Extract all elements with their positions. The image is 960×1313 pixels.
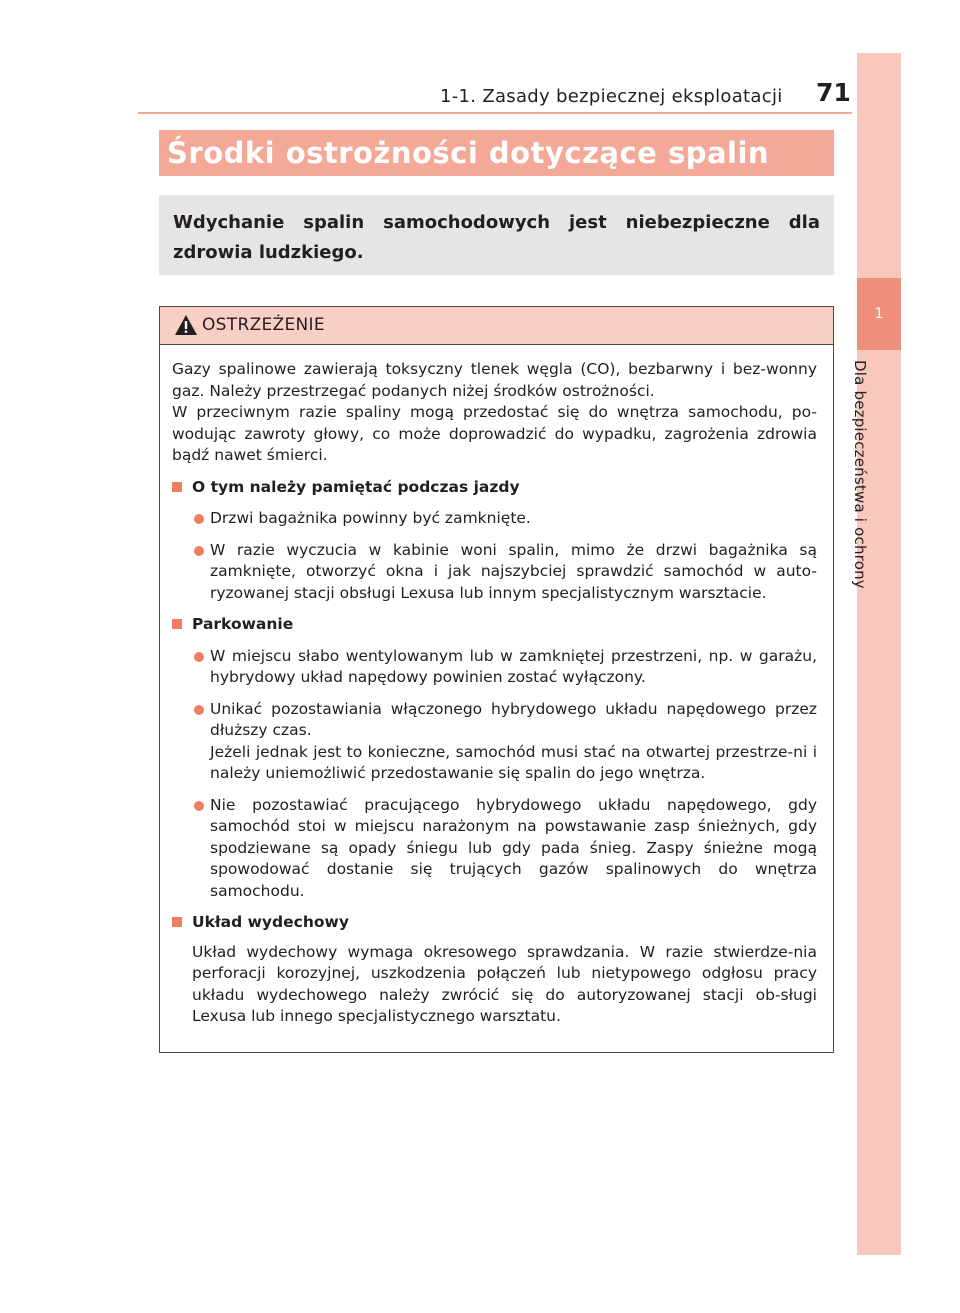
intro-text: Wdychanie spalin samochodowych jest niebezpieczne dla zdrowia ludzkiego. bbox=[173, 212, 820, 263]
list-item-text: Nie pozostawiać pracującego hybrydowego układu napędowego, gdy samochód stoi w miejscu narażonym na powstawanie zasp śnieżnych, gdy spodziewane są opady śniegu lub gdy pada śnieg. Zaspy śnieżne mogą spowodować dostanie się trujących gazów spalinowych do wnętrza samochodu. bbox=[210, 795, 817, 900]
list-item-text: W razie wyczucia w kabinie woni spalin, mimo że drzwi bagażnika są zamknięte, otworzyć okna i jak najszybciej sprawdzić samochód w auto-ryzowanej stacji obsługi Lexusa lub innym specjalistycznym warsztacie. bbox=[210, 540, 817, 602]
list-item bbox=[172, 699, 817, 785]
round-bullet-icon bbox=[194, 652, 204, 662]
warning-label: OSTRZEŻENIE bbox=[202, 315, 325, 335]
round-bullet-icon bbox=[194, 801, 204, 811]
warning-body bbox=[160, 345, 833, 1028]
page-number: 71 bbox=[816, 78, 851, 107]
list-item bbox=[172, 646, 817, 689]
chapter-number-tab: 1 bbox=[857, 278, 901, 350]
section-heading-exhaust bbox=[172, 912, 817, 934]
square-bullet-icon bbox=[172, 917, 182, 927]
section-heading-text: Parkowanie bbox=[192, 615, 294, 633]
section-header: 1-1. Zasady bezpiecznej eksploatacji bbox=[440, 86, 783, 107]
page-title: Środki ostrożności dotyczące spalin bbox=[167, 136, 770, 170]
warning-triangle-icon bbox=[174, 314, 198, 336]
chapter-label: Dla bezpieczeństwa i ochrony bbox=[851, 360, 869, 589]
round-bullet-icon bbox=[194, 705, 204, 715]
list-item-text: Unikać pozostawiania włączonego hybrydowego układu napędowego przez dłuższy czas. bbox=[210, 699, 817, 739]
section-heading-parking bbox=[172, 614, 817, 636]
square-bullet-icon bbox=[172, 482, 182, 492]
list-item bbox=[172, 540, 817, 605]
section-paragraph: Układ wydechowy wymaga okresowego sprawdzania. W razie stwierdze-nia perforacji korozyjnej, uszkodzenia połączeń lub nietypowego odgłosu pracy układu wydechowego należy zwrócić się do autoryzowanej stacji ob-sługi Lexusa lub innego specjalistycznego warsztatu. bbox=[192, 942, 817, 1025]
page-title-bar bbox=[159, 130, 834, 176]
intro-box bbox=[159, 195, 834, 275]
round-bullet-icon bbox=[194, 546, 204, 556]
warning-intro-1: Gazy spalinowe zawierają toksyczny tlenek węgla (CO), bezbarwny i bez-wonny gaz. Należy przestrzegać podanych niżej środków ostrożności. bbox=[172, 360, 817, 400]
side-tab-strip bbox=[857, 53, 901, 1255]
section-heading-text: O tym należy pamiętać podczas jazdy bbox=[192, 477, 520, 496]
warning-intro-2: W przeciwnym razie spaliny mogą przedostać się do wnętrza samochodu, po-wodując zawroty głowy, co może doprowadzić do wypadku, zagrożenia zdrowia bądź nawet śmierci. bbox=[172, 403, 817, 464]
header-rule bbox=[138, 112, 852, 114]
list-item bbox=[172, 508, 817, 530]
section-heading-driving bbox=[172, 477, 817, 499]
warning-box bbox=[159, 306, 834, 1053]
square-bullet-icon bbox=[172, 619, 182, 629]
section-heading-text: Układ wydechowy bbox=[192, 913, 349, 931]
list-item bbox=[172, 795, 817, 903]
round-bullet-icon bbox=[194, 514, 204, 524]
list-item-extra-text: Jeżeli jednak jest to konieczne, samochód musi stać na otwartej przestrze-ni i należy uniemożliwić przedostawanie się spalin do jego wnętrza. bbox=[210, 742, 817, 782]
list-item-text: W miejscu słabo wentylowanym lub w zamkniętej przestrzeni, np. w garażu, hybrydowy układ napędowy powinien zostać wyłączony. bbox=[210, 646, 817, 686]
list-item-text: Drzwi bagażnika powinny być zamknięte. bbox=[210, 509, 531, 527]
warning-header bbox=[160, 307, 833, 345]
